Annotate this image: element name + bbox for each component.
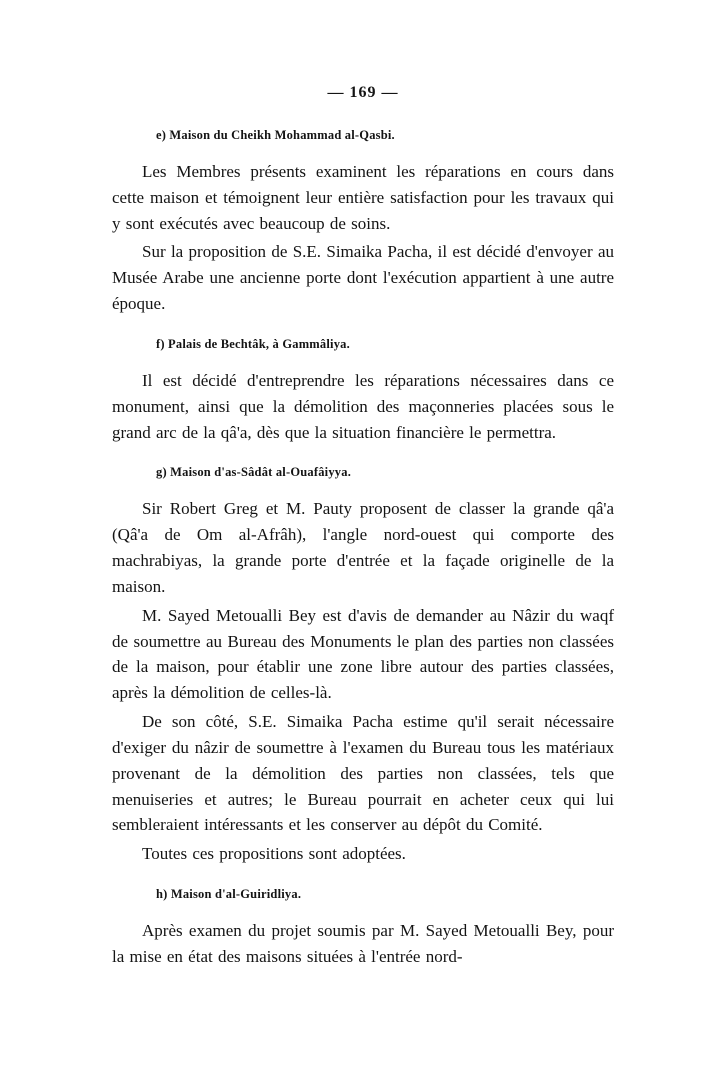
paragraph: Sir Robert Greg et M. Pauty proposent de classer la grande qâ'a (Qâ'a de Om al-Afrâh), l'angle nord-ouest qui comporte des machrabiyas, la grande porte d'entrée et la façade originelle de la maison. bbox=[112, 499, 614, 596]
document-section bbox=[112, 465, 614, 867]
paragraph: Toutes ces propositions sont adoptées. bbox=[142, 844, 406, 864]
paragraph: Il est décidé d'entreprendre les réparations nécessaires dans ce monument, ainsi que la démolition des maçonneries placées sous le grand arc de la qâ'a, dès que la situation financière le permettra. bbox=[112, 370, 614, 442]
paragraph: Sur la proposition de S.E. Simaika Pacha, il est décidé d'envoyer au Musée Arabe une ancienne porte dont l'exécution appartient à une autre époque. bbox=[112, 242, 614, 314]
section-heading: f) Palais de Bechtâk, à Gammâliya. bbox=[156, 336, 350, 351]
paragraph: De son côté, S.E. Simaika Pacha estime qu'il serait nécessaire d'exiger du nâzir de soumettre à l'examen du Bureau tous les matériaux provenant de la démolition des parties non classées, tels que menuiseries et autres; le Bureau pourrait en acheter ceux qui lui sembleraient intéressants et les conserver au dépôt du Comité. bbox=[112, 712, 614, 835]
document-section bbox=[112, 128, 614, 317]
page-number: — 169 — bbox=[327, 84, 399, 101]
section-heading: e) Maison du Cheikh Mohammad al-Qasbi. bbox=[156, 128, 395, 142]
paragraph: Les Membres présents examinent les réparations en cours dans cette maison et témoignent leur entière satisfaction pour les travaux qui y sont exécutés avec beaucoup de soins. bbox=[112, 162, 614, 233]
sections-container bbox=[112, 128, 614, 970]
document-section bbox=[112, 337, 614, 445]
section-heading: h) Maison d'al-Guiridliya. bbox=[156, 887, 302, 902]
section-heading: g) Maison d'as-Sâdât al-Ouafâiyya. bbox=[156, 465, 352, 480]
paragraph: M. Sayed Metoualli Bey est d'avis de demander au Nâzir du waqf de soumettre au Bureau des Monuments le plan des parties non classées de la maison, pour établir une zone libre autour des parties classées, après la démolition de celles-là. bbox=[112, 605, 614, 703]
paragraph: Après examen du projet soumis par M. Sayed Metoualli Bey, pour la mise en état des maisons situées à l'entrée nord- bbox=[112, 921, 614, 966]
document-section bbox=[112, 887, 614, 970]
